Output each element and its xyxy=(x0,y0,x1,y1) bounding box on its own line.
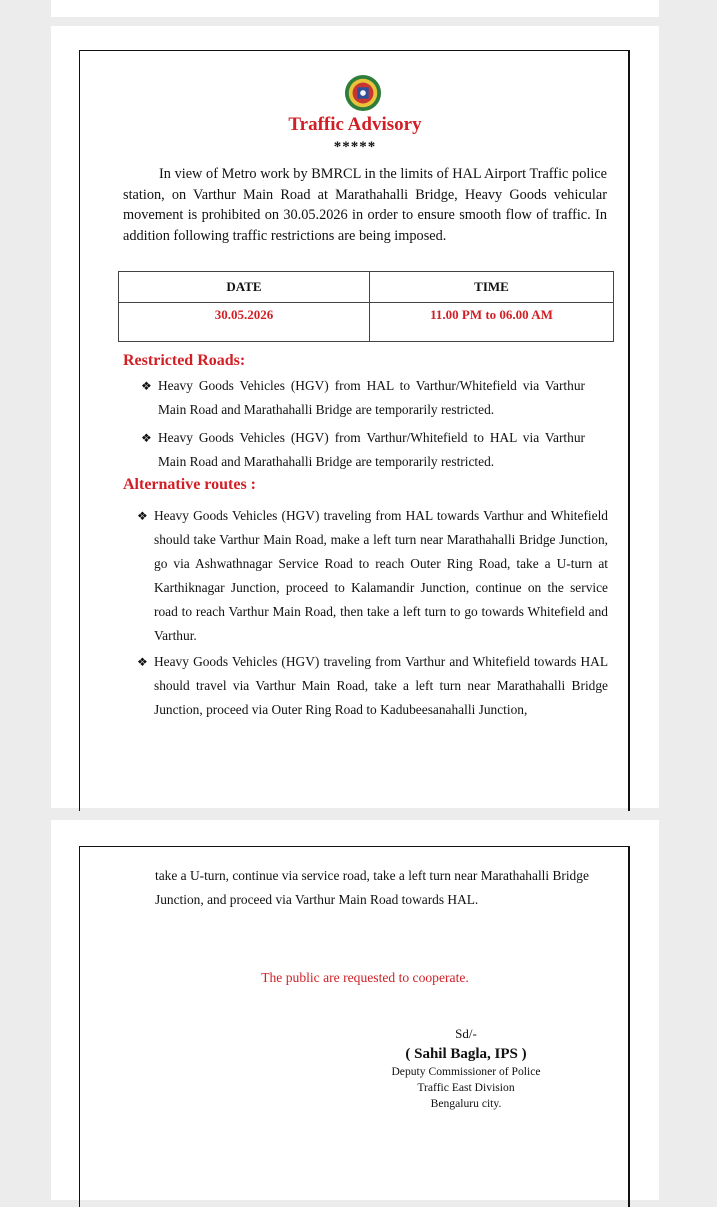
restricted-roads-heading: Restricted Roads: xyxy=(123,352,246,369)
alternative-item-text: Heavy Goods Vehicles (HGV) traveling from HAL towards Varthur and Whitefield should take Varthur Main Road, make a left turn near Marathahalli Bridge Junction, go via Ashwathnagar Service Road to reach Outer Ring Road, take a U-turn at Karthiknagar Junction, proceed to Kalamandir Junction, continue on the service road to reach Varthur Main Road, then take a left turn to go towards Whitefield and Varthur. xyxy=(154,508,608,643)
signatory-city: Bengaluru city. xyxy=(430,1097,502,1110)
signature-sd: Sd/- xyxy=(455,1026,477,1041)
schedule-row xyxy=(119,303,614,342)
date-cell: 30.05.2026 xyxy=(119,303,370,342)
bullet-diamond-icon: ❖ xyxy=(137,509,148,523)
advisory-page-2 xyxy=(51,820,659,1200)
police-emblem-icon xyxy=(344,74,382,112)
bullet-diamond-icon: ❖ xyxy=(137,655,148,669)
schedule-table xyxy=(118,271,614,342)
alternative-continuation: take a U-turn, continue via service road, take a left turn near Marathahalli Bridge Junction, and proceed via Varthur Main Road towards HAL. xyxy=(155,868,589,907)
previous-page-edge xyxy=(51,0,659,17)
schedule-header-row xyxy=(119,272,614,303)
signatory-designation: Deputy Commissioner of Police xyxy=(391,1065,541,1078)
signatory-name: ( Sahil Bagla, IPS ) xyxy=(405,1046,527,1062)
alternative-routes-heading: Alternative routes : xyxy=(123,476,256,493)
advisory-title: Traffic Advisory xyxy=(288,114,422,135)
restricted-item-text: Heavy Goods Vehicles (HGV) from Varthur/Whitefield to HAL via Varthur Main Road and Marathahalli Bridge are temporarily restricted. xyxy=(158,430,585,469)
advisory-page-1 xyxy=(51,26,659,808)
date-header: DATE xyxy=(119,272,370,303)
signatory-division: Traffic East Division xyxy=(417,1081,515,1094)
restricted-item-text: Heavy Goods Vehicles (HGV) from HAL to Varthur/Whitefield via Varthur Main Road and Marathahalli Bridge are temporarily restricted. xyxy=(158,378,585,417)
intro-paragraph: In view of Metro work by BMRCL in the limits of HAL Airport Traffic police station, on Varthur Main Road at Marathahalli Bridge, Heavy Goods vehicular movement is prohibited on 30.05.2026 in order to ensure smooth flow of traffic. In addition following traffic restrictions are being imposed. xyxy=(123,166,607,244)
time-header: TIME xyxy=(370,272,614,303)
time-cell: 11.00 PM to 06.00 AM xyxy=(370,303,614,342)
alternative-item-text: Heavy Goods Vehicles (HGV) traveling from Varthur and Whitefield towards HAL should travel via Varthur Main Road, take a left turn near Marathahalli Bridge Junction, proceed via Outer Ring Road to Kadubeesanahalli Junction, xyxy=(154,654,608,717)
public-request-note: The public are requested to cooperate. xyxy=(261,970,469,985)
title-stars: ***** xyxy=(333,139,377,155)
bullet-diamond-icon: ❖ xyxy=(141,431,152,445)
bullet-diamond-icon: ❖ xyxy=(141,379,152,393)
